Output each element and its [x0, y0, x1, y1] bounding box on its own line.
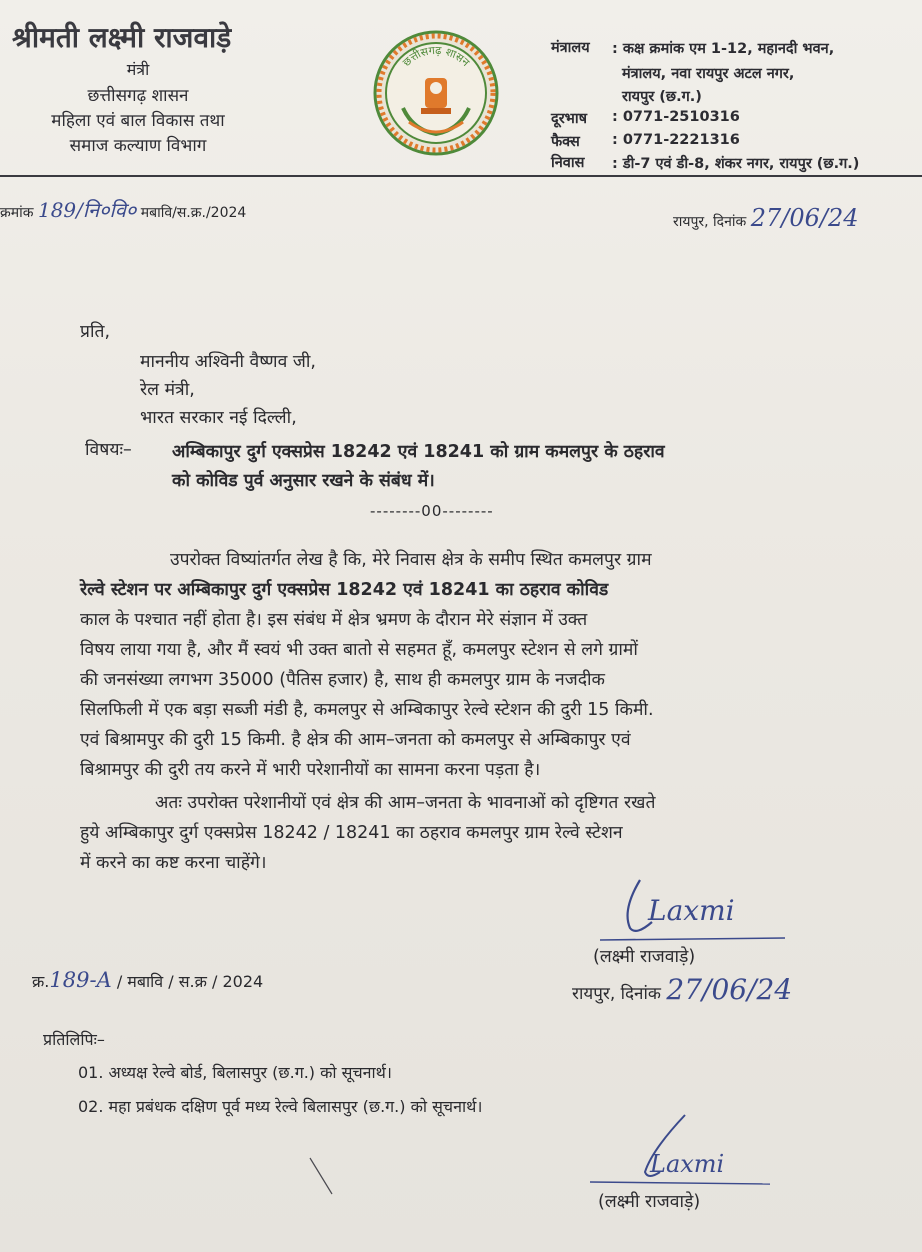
- copy-heading: प्रतिलिपिः–: [43, 1030, 105, 1049]
- seal-text: छत्तीसगढ़ शासन: [400, 43, 473, 70]
- pen-stroke-mark: [300, 1150, 340, 1200]
- ref2-date-line: [572, 973, 792, 1006]
- contact-value-phone: : 0771-2510316: [612, 109, 740, 125]
- contact-value-ministry-2: मंत्रालय, नवा रायपुर अटल नगर,: [622, 66, 795, 82]
- body-p1-line-3: काल के पश्चात नहीं होता है। इस संबंध में क्षेत्र भ्रमण के दौरान मेरे संज्ञान में उक्त: [80, 610, 588, 630]
- ref-line: [0, 196, 246, 223]
- dept-line-1: महिला एवं बाल विकास तथा: [51, 111, 225, 131]
- copy-item-1: 01. अध्यक्ष रेल्वे बोर्ड, बिलासपुर (छ.ग.) को सूचनार्थ।: [78, 1063, 392, 1082]
- contact-value-residence: : डी-7 एवं डी-8, शंकर नगर, रायपुर (छ.ग.): [612, 156, 860, 172]
- subject-label: विषयः–: [85, 440, 132, 460]
- body-p1-line-6: सिलफिली में एक बड़ा सब्जी मंडी है, कमलपुर से अम्बिकापुर रेल्वे स्टेशन की दुरी 15 किमी.: [80, 700, 654, 720]
- ref-number-handwritten: 189/नि०वि०: [37, 198, 137, 222]
- body-p1-line-5: की जनसंख्या लगभग 35000 (पैतिस हजार) है, साथ ही कमलपुर ग्राम के नजदीक: [80, 670, 605, 690]
- contact-value-ministry-3: रायपुर (छ.ग.): [622, 89, 702, 105]
- ref2-number-handwritten: 189-A: [49, 968, 112, 992]
- contact-label-fax: फैक्स: [551, 134, 580, 150]
- signature-scrawl-2: [590, 1110, 780, 1190]
- address-line-1: माननीय अश्विनी वैष्णव जी,: [140, 352, 316, 372]
- body-paragraph-2: [80, 788, 828, 878]
- minister-title: मंत्री: [126, 60, 150, 79]
- government-seal-emblem: [373, 30, 499, 156]
- body-paragraph-1: [80, 545, 828, 785]
- subject-separator: --------00--------: [370, 502, 494, 520]
- signature-scrawl-1: [600, 870, 790, 945]
- ref2-prefix: क्र.: [32, 972, 50, 991]
- letterhead-divider: [0, 175, 922, 177]
- body-p2-line-3: में करने का कष्ट करना चाहेंगे।: [80, 853, 267, 873]
- minister-name: श्रीमती लक्ष्मी राजवाड़े: [12, 21, 232, 54]
- govt-name: छत्तीसगढ़ शासन: [87, 86, 189, 106]
- address-line-3: भारत सरकार नई दिल्ली,: [140, 408, 297, 428]
- contact-value-fax: : 0771-2221316: [612, 132, 740, 148]
- ref-suffix: मबावि/स.क्र./2024: [140, 205, 247, 221]
- signature-name-2: (लक्ष्मी राजवाड़े): [598, 1192, 701, 1212]
- body-p1-line-7: एवं बिश्रामपुर की दुरी 15 किमी. है क्षेत्र की आम–जनता को कमलपुर से अम्बिकापुर एवं: [80, 730, 631, 750]
- dept-line-2: समाज कल्याण विभाग: [69, 136, 207, 156]
- body-p2-line-1: अतः उपरोक्त परेशानीयों एवं क्षेत्र की आम–जनता के भावनाओं को दृष्टिगत रखते: [155, 793, 656, 813]
- copy-item-2: 02. महा प्रबंधक दक्षिण पूर्व मध्य रेल्वे बिलासपुर (छ.ग.) को सूचनार्थ।: [78, 1097, 483, 1116]
- body-p1-line-1: उपरोक्त विष्यांतर्गत लेख है कि, मेरे निवास क्षेत्र के समीप स्थित कमलपुर ग्राम: [170, 550, 652, 570]
- body-p2-line-2: हुये अम्बिकापुर दुर्ग एक्सप्रेस 18242 / 18241 का ठहराव कमलपुर ग्राम रेल्वे स्टेशन: [80, 823, 623, 843]
- ref2-date-label: रायपुर, दिनांक: [572, 984, 661, 1004]
- signature-scrawl-2-text: Laxmi: [650, 1150, 725, 1178]
- ref-date-handwritten: 27/06/24: [750, 204, 859, 232]
- ref2-line: [32, 968, 263, 992]
- address-to: प्रति,: [80, 322, 111, 342]
- body-p1-line-2: रेल्वे स्टेशन पर अम्बिकापुर दुर्ग एक्सप्रेस 18242 एवं 18241 का ठहराव कोविड: [80, 580, 609, 600]
- signature-name-1: (लक्ष्मी राजवाड़े): [593, 947, 696, 967]
- subject-line-1: अम्बिकापुर दुर्ग एक्सप्रेस 18242 एवं 18241 को ग्राम कमलपुर के ठहराव: [172, 442, 665, 462]
- ref-date-line: [673, 204, 859, 232]
- contact-label-phone: दूरभाष: [551, 111, 587, 127]
- signature-scrawl-1-text: Laxmi: [648, 894, 735, 927]
- body-p1-line-4: विषय लाया गया है, और मैं स्वयं भी उक्त बातो से सहमत हूँ, कमलपुर स्टेशन से लगे ग्रामों: [80, 640, 638, 660]
- subject-line-2: को कोविड पुर्व अनुसार रखने के संबंध में।: [172, 471, 435, 491]
- address-line-2: रेल मंत्री,: [140, 380, 195, 400]
- contact-label-residence: निवास: [551, 155, 585, 171]
- contact-value-ministry-1: : कक्ष क्रमांक एम 1-12, महानदी भवन,: [612, 41, 835, 57]
- contact-label-ministry: मंत्रालय: [551, 40, 590, 56]
- ref2-suffix: / मबावि / स.क्र / 2024: [116, 972, 264, 991]
- ref-date-label: रायपुर, दिनांक: [673, 214, 747, 230]
- ref2-date-handwritten: 27/06/24: [666, 973, 793, 1006]
- body-p1-line-8: बिश्रामपुर की दुरी तय करने में भारी परेशानीयों का सामना करना पड़ता है।: [80, 760, 541, 780]
- ref-prefix: क्रमांक: [0, 205, 34, 221]
